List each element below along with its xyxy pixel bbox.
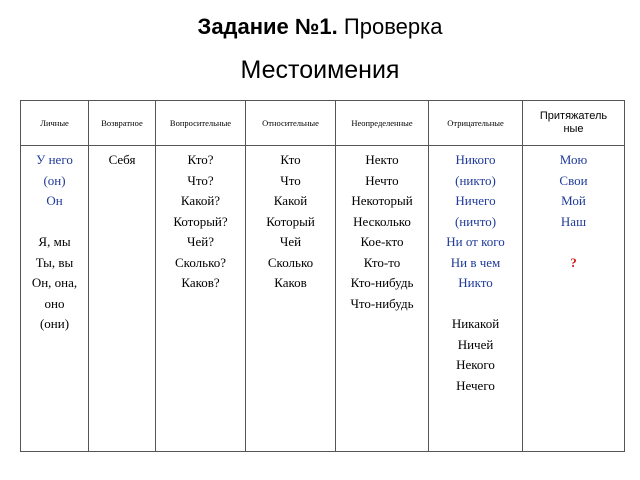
reflexive-item: Себя bbox=[108, 152, 136, 167]
interrogative-item: Чей? bbox=[187, 234, 214, 249]
cell-possessive bbox=[523, 146, 625, 452]
negative-item: Ничей bbox=[457, 336, 494, 352]
possessive-item: Наш bbox=[560, 213, 587, 229]
relative-item: Кто bbox=[280, 152, 301, 167]
interrogative-item: Который? bbox=[173, 213, 228, 229]
personal-item: Я, мы bbox=[38, 234, 71, 249]
header-personal: Личные bbox=[21, 101, 89, 146]
header-indefinite: Неопределенные bbox=[336, 101, 429, 146]
body-row bbox=[21, 146, 625, 452]
indefinite-item: Некоторый bbox=[351, 193, 413, 208]
spacer bbox=[523, 232, 624, 253]
header-row bbox=[21, 101, 625, 146]
relative-item: Что bbox=[280, 172, 301, 188]
interrogative-item: Какой? bbox=[180, 193, 221, 208]
relative-item: Который bbox=[266, 213, 315, 229]
header-negative: Отрицательные bbox=[429, 101, 523, 146]
header-possessive-line1: Притяжатель bbox=[539, 110, 608, 122]
indefinite-item: Кто-нибудь bbox=[350, 275, 414, 290]
personal-item: Ты, вы bbox=[35, 254, 74, 270]
negative-item: Некого bbox=[456, 357, 495, 372]
task-title-rest: Проверка bbox=[343, 14, 443, 39]
spacer bbox=[429, 294, 522, 315]
personal-item: У него bbox=[36, 152, 73, 167]
task-title-number: Задание №1. bbox=[197, 14, 338, 39]
negative-item: Никто bbox=[458, 275, 493, 290]
negative-item: Нечего bbox=[456, 377, 495, 393]
negative-item: Никого bbox=[455, 152, 496, 167]
relative-item: Какой bbox=[273, 193, 308, 208]
cell-negative bbox=[429, 146, 523, 452]
negative-item: (никто) bbox=[455, 172, 496, 188]
indefinite-item: Кто-то bbox=[363, 254, 401, 270]
indefinite-item: Что-нибудь bbox=[350, 295, 414, 311]
negative-item: Ни от кого bbox=[446, 234, 505, 249]
header-possessive-line2: ные bbox=[563, 123, 584, 135]
negative-item: Ничего bbox=[455, 193, 496, 208]
cell-relative bbox=[246, 146, 336, 452]
header-relative: Относительные bbox=[246, 101, 336, 146]
cell-indefinite bbox=[336, 146, 429, 452]
cell-interrogative bbox=[156, 146, 246, 452]
relative-item: Каков bbox=[274, 275, 307, 290]
indefinite-item: Несколько bbox=[353, 213, 411, 229]
relative-item: Сколько bbox=[267, 254, 314, 270]
header-possessive bbox=[523, 101, 625, 146]
cell-reflexive bbox=[89, 146, 156, 452]
interrogative-item: Что? bbox=[187, 172, 214, 188]
possessive-item: Мою bbox=[559, 152, 588, 167]
negative-item: Ни в чем bbox=[450, 254, 501, 270]
cell-personal bbox=[21, 146, 89, 452]
pronouns-table bbox=[20, 100, 625, 452]
personal-item: Он, она, bbox=[31, 275, 78, 290]
indefinite-item: Нечто bbox=[365, 172, 399, 188]
personal-item: Он bbox=[46, 193, 63, 208]
possessive-item: Свои bbox=[559, 172, 588, 188]
personal-item: оно bbox=[44, 295, 65, 311]
interrogative-item: Каков? bbox=[181, 275, 220, 290]
indefinite-item: Кое-кто bbox=[360, 234, 404, 249]
negative-item: Никакой bbox=[451, 316, 500, 331]
page-subtitle: Местоимения bbox=[240, 56, 400, 84]
task-title bbox=[0, 14, 640, 40]
question-mark: ? bbox=[570, 254, 577, 270]
header-interrogative: Вопросительные bbox=[156, 101, 246, 146]
personal-item: (они) bbox=[39, 316, 70, 331]
spacer bbox=[21, 212, 88, 233]
interrogative-item: Сколько? bbox=[175, 254, 226, 270]
interrogative-item: Кто? bbox=[187, 152, 214, 167]
indefinite-item: Некто bbox=[365, 152, 399, 167]
header-reflexive: Возвратное bbox=[89, 101, 156, 146]
personal-item: (он) bbox=[43, 172, 66, 188]
possessive-item: Мой bbox=[561, 193, 586, 208]
negative-item: (ничто) bbox=[454, 213, 497, 229]
relative-item: Чей bbox=[279, 234, 302, 249]
